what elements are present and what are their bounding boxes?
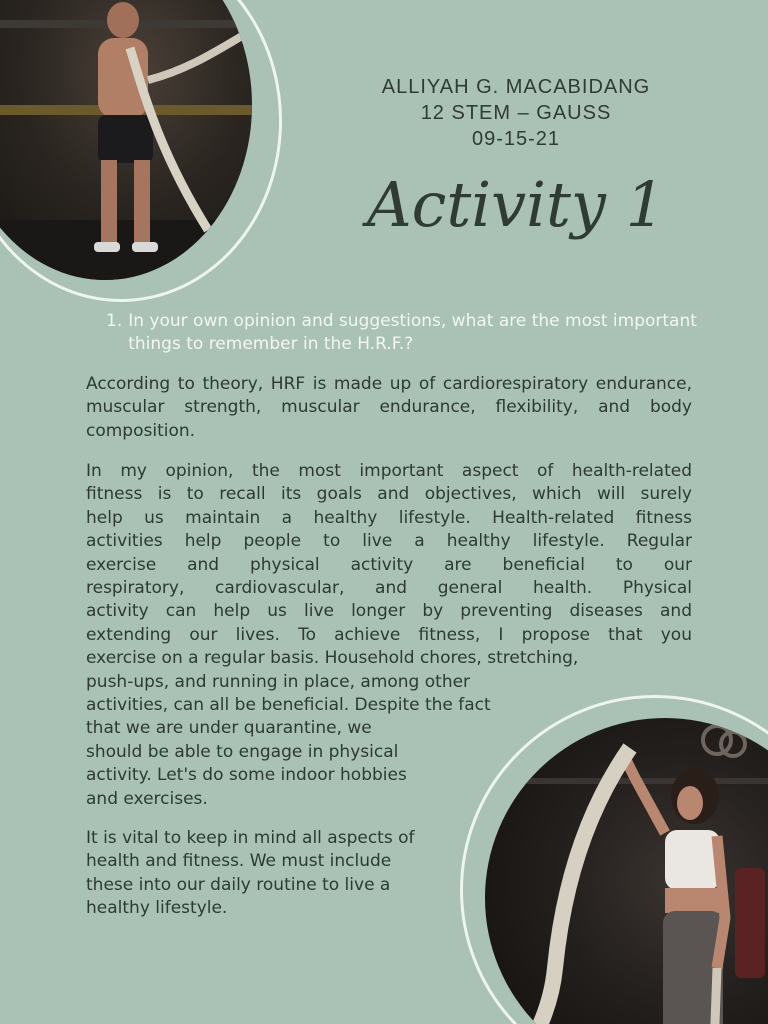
paragraph-theory: According to theory, HRF is made up of cardiorespiratory endurance, muscular strength, muscular endurance, flexibility, and body composition. — [86, 374, 692, 441]
student-name: ALLIYAH G. MACABIDANG — [381, 76, 651, 98]
paragraph-line: It is vital to keep in mind all aspects of — [86, 828, 415, 848]
paragraph-line: exercise and physical activity are beneficial to our — [86, 554, 692, 575]
paragraph-line: fitness is to recall its goals and objectives, which will surely — [86, 484, 692, 505]
paragraph-line: activity. Let's do some indoor hobbies — [86, 765, 407, 786]
submission-date: 09-15-21 — [471, 128, 561, 150]
paragraph-line: should be able to engage in physical — [86, 741, 399, 762]
paragraph-line: push-ups, and running in place, among other — [86, 671, 471, 692]
paragraph-line: respiratory, cardiovascular, and general health. Physical — [86, 578, 692, 599]
paragraph-line: exercise on a regular basis. Household chores, stretching, — [86, 648, 579, 669]
paragraph-line: that we are under quarantine, we — [86, 718, 372, 739]
question-number: 1. — [106, 311, 123, 331]
paragraph-line: these into our daily routine to live a — [86, 874, 391, 895]
paragraph-line: and exercises. — [86, 788, 208, 809]
paragraph-line: activity can help us live longer by preventing diseases and — [86, 601, 692, 622]
activity-title: Activity 1 — [366, 168, 666, 241]
paragraph-line: help us maintain a healthy lifestyle. Health-related fitness — [86, 507, 692, 528]
question-item — [106, 310, 706, 356]
student-section: 12 STEM – GAUSS — [420, 102, 612, 124]
question-text: In your own opinion and suggestions, what are the most important things to remember in the H.R.F.? — [128, 311, 697, 354]
paragraph-line: extending our lives. To achieve fitness, I propose that you — [86, 624, 692, 645]
paragraph-line: health and fitness. We must include — [86, 851, 392, 872]
paragraph-line: activities, can all be beneficial. Despite the fact — [86, 695, 491, 716]
student-info — [340, 74, 692, 152]
paragraph-line: In my opinion, the most important aspect of health-related — [86, 461, 692, 481]
paragraph-line: activities help people to live a healthy lifestyle. Regular — [86, 531, 692, 552]
paragraph-conclusion — [86, 827, 466, 921]
paragraph-line: healthy lifestyle. — [86, 898, 228, 919]
